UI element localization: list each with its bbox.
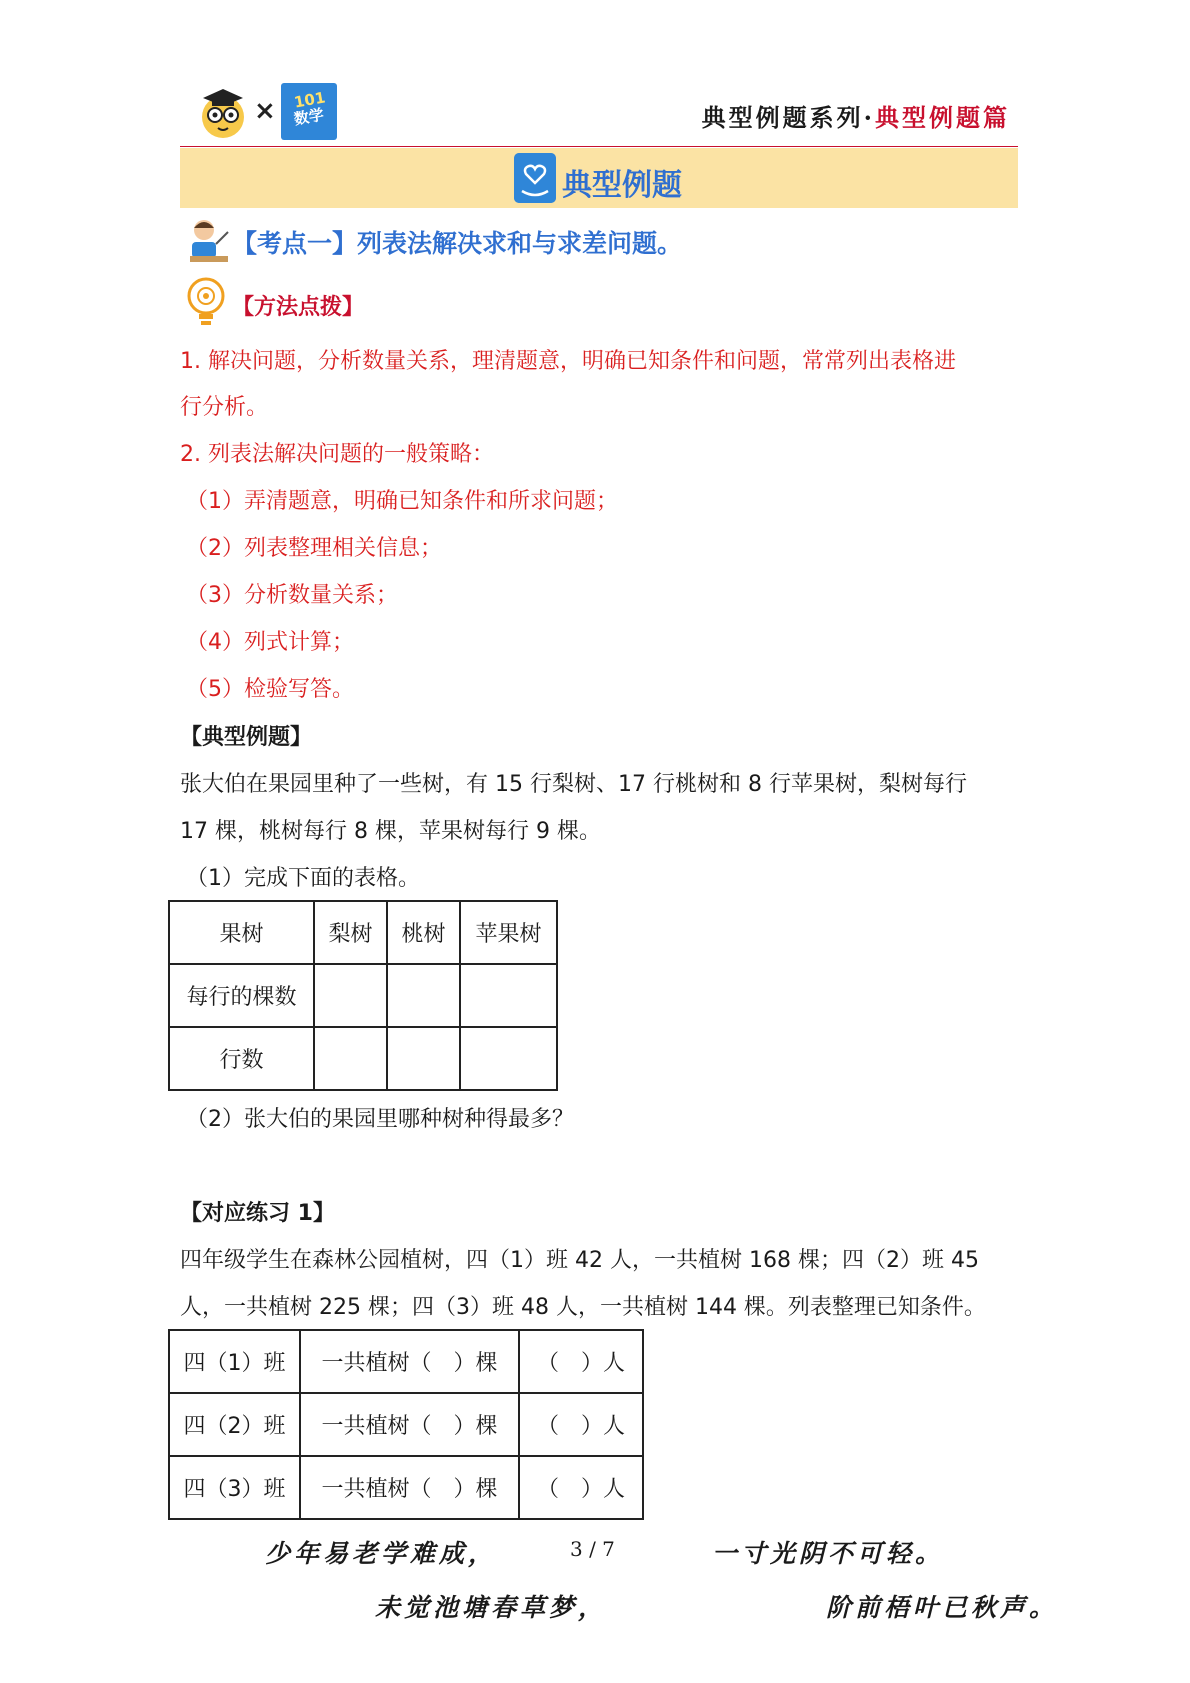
people-cell[interactable]: （ ）人 [519,1456,643,1519]
class-cell: 四（2）班 [169,1393,300,1456]
method-line1b: 行分析。 [180,395,269,420]
method-line2: 2. 列表法解决问题的一般策略： [180,442,494,467]
answer-cell[interactable] [387,1027,460,1090]
heart-clipboard-icon [514,153,556,203]
people-cell[interactable]: （ ）人 [519,1330,643,1393]
method-step: （3）分析数量关系； [186,583,398,608]
fruit-tree-table [168,900,558,1091]
page-number: 3 / 7 [570,1537,615,1561]
trees-cell[interactable]: 一共植树（ ）棵 [300,1456,519,1519]
answer-cell[interactable] [314,1027,387,1090]
class-cell: 四（3）班 [169,1456,300,1519]
footer-poem-line1: 少年易老学难成， [265,1539,498,1568]
teacher-icon [186,216,230,264]
trees-cell[interactable]: 一共植树（ ）棵 [300,1330,519,1393]
kaodian-title: 【考点一】列表法解决求和与求差问题。 [232,229,683,258]
table-row-label: 每行的棵数 [169,964,314,1027]
example-question2: （2）张大伯的果园里哪种树种得最多？ [186,1107,574,1132]
method-title: 【方法点拨】 [232,295,365,320]
header-divider [180,146,1018,147]
101-math-logo [281,83,337,140]
table-header-cell: 桃树 [387,901,460,964]
logo-line1: 101 [292,88,327,112]
class-planting-table [168,1329,644,1520]
footer-poem-line4: 阶前梧叶已秋声。 [826,1593,1059,1622]
method-step: （2）列表整理相关信息； [186,536,442,561]
answer-cell[interactable] [314,964,387,1027]
series-title-red: 典型例题篇 [875,103,1010,132]
example-text1: 张大伯在果园里种了一些树，有 15 行梨树、17 行桃树和 8 行苹果树，梨树每行 [180,772,967,797]
people-cell[interactable]: （ ）人 [519,1393,643,1456]
banner-title: 典型例题 [562,168,682,203]
trees-cell[interactable]: 一共植树（ ）棵 [300,1393,519,1456]
table-header-cell: 苹果树 [460,901,557,964]
method-line1a: 1. 解决问题，分析数量关系，理清题意，明确已知条件和问题，常常列出表格进 [180,349,956,374]
example-text2: 17 棵，桃树每行 8 棵，苹果树每行 9 棵。 [180,819,601,844]
series-title-black: 典型例题系列· [701,103,875,132]
series-title [702,98,1010,133]
class-cell: 四（1）班 [169,1330,300,1393]
practice-title: 【对应练习 1】 [180,1201,335,1226]
table-header-cell: 果树 [169,901,314,964]
example-title: 【典型例题】 [180,725,313,750]
practice-text2: 人，一共植树 225 棵；四（3）班 48 人，一共植树 144 棵。列表整理已知条件。 [180,1295,986,1320]
footer-poem-line3: 未觉池塘春草梦， [375,1593,608,1622]
lightbulb-icon [186,276,226,328]
method-step: （1）弄清题意，明确已知条件和所求问题； [186,489,618,514]
owl-mascot-logo [198,84,248,140]
example-question1: （1）完成下面的表格。 [186,866,420,891]
logo-line2: 数学 [292,105,326,129]
answer-cell[interactable] [387,964,460,1027]
method-step: （4）列式计算； [186,630,354,655]
method-step: （5）检验写答。 [186,677,354,702]
answer-cell[interactable] [460,964,557,1027]
practice-text1: 四年级学生在森林公园植树，四（1）班 42 人，一共植树 168 棵；四（2）班 45 [180,1248,979,1273]
answer-cell[interactable] [460,1027,557,1090]
table-header-cell: 梨树 [314,901,387,964]
footer-poem-line2: 一寸光阴不可轻。 [712,1539,945,1568]
table-row-label: 行数 [169,1027,314,1090]
times-mark: × [254,96,276,126]
